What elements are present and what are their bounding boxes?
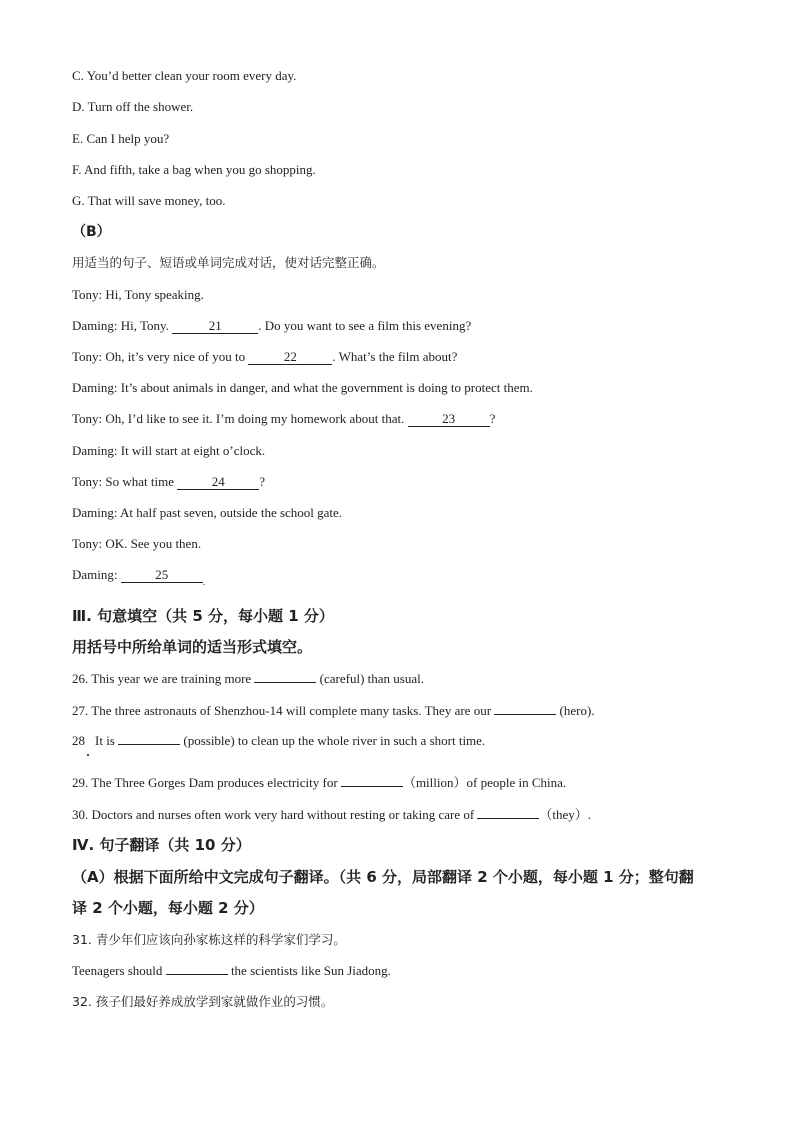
blank-24[interactable]: 24 bbox=[177, 475, 259, 490]
section-4-heading: Ⅳ. 句子翻译（共 10 分） bbox=[72, 836, 251, 854]
section-4-subheading-line-2: 译 2 个小题，每小题 2 分） bbox=[72, 899, 264, 917]
dialogue-line-7 bbox=[72, 474, 265, 490]
dialogue-line-9: Tony: OK. See you then. bbox=[72, 536, 202, 551]
question-text: It is bbox=[95, 733, 115, 748]
question-text: 30. Doctors and nurses often work very hard without resting or taking care of bbox=[72, 807, 475, 822]
section-3-instruction: 用括号中所给单词的适当形式填空。 bbox=[72, 638, 313, 656]
part-b-instruction: 用适当的句子、短语或单词完成对话，使对话完整正确。 bbox=[72, 255, 385, 270]
answer-blank-31[interactable] bbox=[166, 974, 228, 975]
dialogue-text: . bbox=[202, 577, 205, 587]
dialogue-text: ? bbox=[259, 474, 266, 489]
question-text: 26. This year we are training more bbox=[72, 671, 252, 686]
question-text: Teenagers should bbox=[72, 963, 163, 978]
dialogue-text: Daming: bbox=[72, 567, 118, 582]
dialogue-line-5 bbox=[72, 411, 495, 427]
answer-blank-26[interactable] bbox=[254, 682, 316, 683]
answer-blank-30[interactable] bbox=[477, 818, 539, 819]
blank-23[interactable]: 23 bbox=[408, 412, 490, 427]
dialogue-line-3 bbox=[72, 349, 457, 365]
dialogue-line-6: Daming: It will start at eight o’clock. bbox=[72, 443, 266, 458]
dialogue-line-4: Daming: It’s about animals in danger, and what the government is doing to protect them. bbox=[72, 380, 533, 395]
question-text: （they）. bbox=[539, 807, 592, 822]
answer-blank-28[interactable] bbox=[118, 744, 180, 745]
stray-dot bbox=[87, 754, 89, 756]
question-text: (possible) to clean up the whole river in such a short time. bbox=[183, 733, 486, 748]
section-4-subheading-line-1: （A）根据下面所给中文完成句子翻译。（共 6 分，局部翻译 2 个小题，每小题 1 分；整句翻 bbox=[72, 868, 694, 886]
question-27 bbox=[72, 703, 595, 719]
dialogue-text: Tony: So what time bbox=[72, 474, 175, 489]
question-31-chinese: 31. 青少年们应该向孙家栋这样的科学家们学习。 bbox=[72, 932, 346, 947]
dialogue-line-2 bbox=[72, 318, 471, 334]
dialogue-text: . What’s the film about? bbox=[332, 349, 458, 364]
dialogue-line-10 bbox=[72, 567, 205, 587]
question-29 bbox=[72, 775, 566, 791]
option-c: C. You’d better clean your room every day. bbox=[72, 68, 297, 83]
blank-22[interactable]: 22 bbox=[248, 350, 332, 365]
answer-blank-27[interactable] bbox=[494, 714, 556, 715]
dialogue-text: Daming: Hi, Tony. bbox=[72, 318, 169, 333]
question-26 bbox=[72, 671, 424, 687]
question-30 bbox=[72, 807, 591, 823]
blank-21[interactable]: 21 bbox=[172, 319, 258, 334]
question-text: （million）of people in China. bbox=[402, 775, 567, 790]
question-text: the scientists like Sun Jiadong. bbox=[230, 963, 391, 978]
question-32-chinese: 32. 孩子们最好养成放学到家就做作业的习惯。 bbox=[72, 994, 334, 1009]
dialogue-text: Tony: Oh, I’d like to see it. I’m doing my homework about that. bbox=[72, 411, 405, 426]
option-e: E. Can I help you? bbox=[72, 131, 170, 146]
dialogue-line-1: Tony: Hi, Tony speaking. bbox=[72, 287, 204, 302]
question-text: 28 bbox=[72, 733, 85, 748]
option-d: D. Turn off the shower. bbox=[72, 99, 194, 114]
blank-25[interactable]: 25 bbox=[121, 568, 203, 583]
part-b-heading: （B） bbox=[72, 224, 111, 240]
section-3-heading: Ⅲ. 句意填空（共 5 分，每小题 1 分） bbox=[72, 607, 334, 625]
question-text: (hero). bbox=[559, 703, 595, 718]
dialogue-text: ? bbox=[489, 411, 496, 426]
question-31-english bbox=[72, 963, 391, 979]
question-text: (careful) than usual. bbox=[319, 671, 424, 686]
option-g: G. That will save money, too. bbox=[72, 193, 226, 208]
question-text: 29. The Three Gorges Dam produces electricity for bbox=[72, 775, 338, 790]
dialogue-text: . Do you want to see a film this evening? bbox=[258, 318, 472, 333]
dialogue-line-8: Daming: At half past seven, outside the school gate. bbox=[72, 505, 343, 520]
question-text: 27. The three astronauts of Shenzhou-14 will complete many tasks. They are our bbox=[72, 703, 492, 718]
answer-blank-29[interactable] bbox=[341, 786, 403, 787]
question-28 bbox=[72, 733, 485, 749]
option-f: F. And fifth, take a bag when you go shopping. bbox=[72, 162, 316, 177]
dialogue-text: Tony: Oh, it’s very nice of you to bbox=[72, 349, 246, 364]
